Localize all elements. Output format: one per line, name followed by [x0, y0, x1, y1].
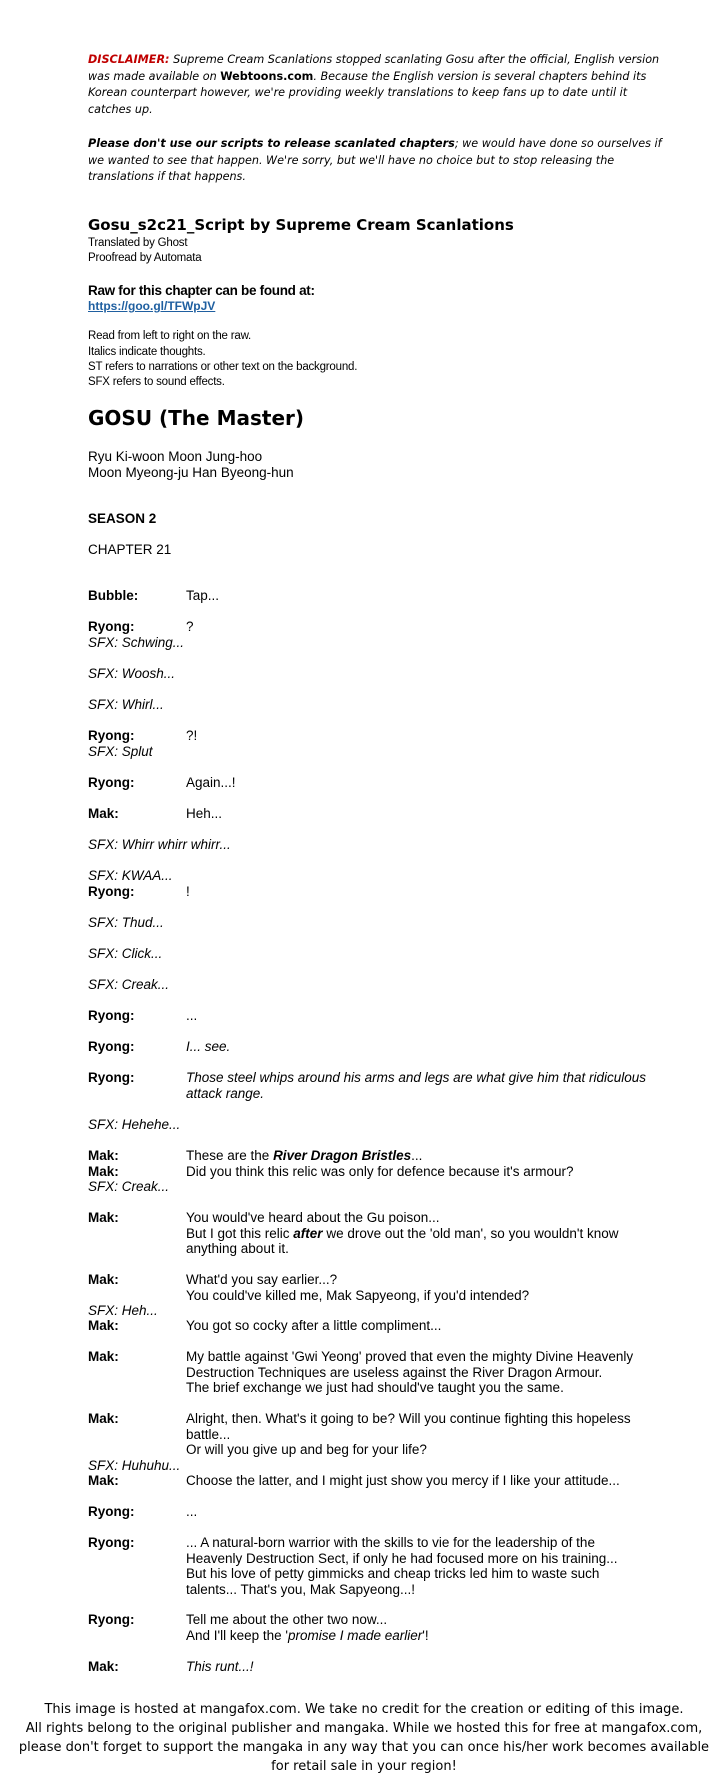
dialogue: Tap... [186, 588, 220, 603]
sfx-line [88, 666, 668, 682]
speaker: Mak: [88, 1473, 119, 1488]
speaker: Mak: [88, 1318, 119, 1333]
speaker: Ryong: [88, 1612, 135, 1627]
cast-line-2: Moon Myeong-ju Han Byeong-hun [88, 465, 294, 480]
sfx: SFX: Whirl... [88, 697, 164, 712]
dialogue: The brief exchange we just had should've taught you the same. [186, 1380, 564, 1395]
disclaimer-paragraph [88, 52, 668, 118]
footer-notice [0, 1700, 728, 1776]
webtoons-link-text: Webtoons.com [220, 69, 314, 83]
dialogue: we drove out the 'old man', so you wouldn't know anything about it. [186, 1225, 619, 1256]
dialogue: But his love of petty gimmicks and cheap tricks led him to waste such talents... That's you, Mak Sapyeong...! [186, 1566, 600, 1597]
sfx-line [88, 915, 668, 931]
dialogue: ? [186, 619, 194, 634]
script-title: Gosu_s2c21_Script by Supreme Cream Scanlations [88, 216, 514, 234]
dialogue: Alright, then. What's it going to be? Will you continue fighting this hopeless battle... [186, 1411, 631, 1442]
speaker: Ryong: [88, 619, 135, 634]
relic-name: River Dragon Bristles [273, 1148, 412, 1163]
speaker: Mak: [88, 1659, 119, 1674]
dialogue: ... [186, 1504, 198, 1519]
disclaimer-paragraph-2 [88, 136, 668, 186]
sfx-line [88, 837, 668, 853]
raw-link[interactable]: https://goo.gl/TFWpJV [88, 299, 216, 313]
dialogue: ... [186, 1008, 198, 1023]
proofread-by: Proofread by Automata [88, 252, 202, 264]
speaker: Mak: [88, 1411, 119, 1426]
speaker: Ryong: [88, 1504, 135, 1519]
emphasis: after [293, 1225, 323, 1241]
footer-line-2: All rights belong to the original publisher and mangaka. While we hosted this for free at mangafox.com, [25, 1721, 703, 1736]
disclaimer-label: DISCLAIMER: [88, 53, 170, 66]
sfx-line [88, 1303, 668, 1319]
sfx-line [88, 868, 668, 884]
speaker: Bubble: [88, 588, 139, 603]
dialogue: Those steel whips around his arms and legs are what give him that ridiculous attack range. [186, 1070, 646, 1101]
dialogue: You could've killed me, Mak Sapyeong, if you'd intended? [186, 1287, 530, 1303]
dialogue: You got so cocky after a little compliment... [186, 1318, 442, 1333]
dialogue: These are the [186, 1148, 274, 1163]
chapter-label: CHAPTER 21 [88, 542, 172, 557]
sfx-line [88, 946, 668, 962]
speaker: Ryong: [88, 1039, 135, 1054]
dialogue: My battle against 'Gwi Yeong' proved that even the mighty Divine Heavenly Destruction Techniques are useless against the River Dragon Armour. [186, 1349, 634, 1380]
note-4: SFX refers to sound effects. [88, 376, 225, 388]
sfx-line [88, 1117, 668, 1133]
sfx: SFX: Huhuhu... [88, 1458, 181, 1473]
sfx-line [88, 744, 668, 760]
footer-line-3: please don't forget to support the mangaka in any way that you can once his/her work becomes available [18, 1740, 710, 1755]
dialogue: I... see. [186, 1039, 231, 1054]
speaker: Ryong: [88, 884, 135, 899]
emphasis: promise I made earlier [287, 1627, 423, 1643]
speaker: Ryong: [88, 1070, 135, 1085]
sfx-line [88, 977, 668, 993]
speaker: Ryong: [88, 1008, 135, 1023]
raw-heading: Raw for this chapter can be found at: [88, 283, 315, 298]
cast-line-1: Ryu Ki-woon Moon Jung-hoo [88, 449, 263, 464]
dialogue: Heh... [186, 806, 223, 821]
sfx: SFX: Creak... [88, 977, 170, 992]
sfx-line [88, 697, 668, 713]
disclaimer-text-3: ; we would have done so ourselves if we wanted to see that happen. We're sorry, but we'll have no choice but to stop releasing the translations if that happens. [88, 137, 662, 184]
dialogue: ... A natural-born warrior with the skills to vie for the leadership of the Heavenly Destruction Sect, if only he had focused more on his training... [186, 1535, 618, 1566]
disclaimer-text-2: . Because the English version is several chapters behind its Korean counterpart however, we're providing weekly translations to keep fans up to date until it catches up. [88, 69, 647, 116]
speaker: Mak: [88, 1210, 119, 1225]
dialogue: ! [186, 884, 190, 899]
sfx: SFX: Woosh... [88, 666, 176, 681]
season-label: SEASON 2 [88, 511, 157, 526]
dialogue: Again...! [186, 775, 236, 790]
footer-line-1: This image is hosted at mangafox.com. We take no credit for the creation or editing of this image. [44, 1702, 684, 1717]
sfx: SFX: Thud... [88, 915, 164, 930]
note-3: ST refers to narrations or other text on the background. [88, 361, 358, 373]
translated-by: Translated by Ghost [88, 237, 188, 249]
dialogue-end: ... [411, 1148, 423, 1163]
note-1: Read from left to right on the raw. [88, 330, 252, 342]
speaker: Mak: [88, 1148, 119, 1163]
dialogue: ?! [186, 728, 198, 743]
speaker: Mak: [88, 1164, 119, 1179]
speaker: Ryong: [88, 775, 135, 790]
speaker: Ryong: [88, 1535, 135, 1550]
dialogue: And I'll keep the ' [186, 1627, 288, 1643]
dialogue: '! [422, 1627, 429, 1643]
dialogue: Or will you give up and beg for your life? [186, 1442, 427, 1457]
speaker: Ryong: [88, 728, 135, 743]
sfx: SFX: Schwing... [88, 635, 185, 650]
footer-line-4: for retail sale in your region! [271, 1759, 457, 1774]
dialogue: This runt...! [186, 1659, 254, 1674]
sfx: SFX: Heh... [88, 1303, 158, 1318]
dialogue: Choose the latter, and I might just show you mercy if I like your attitude... [186, 1473, 620, 1488]
dialogue: You would've heard about the Gu poison... [186, 1210, 440, 1225]
dialogue: But I got this relic [186, 1225, 294, 1241]
speaker: Mak: [88, 1272, 119, 1287]
sfx: SFX: Click... [88, 946, 163, 961]
speaker: Mak: [88, 806, 119, 821]
disclaimer-bold: Please don't use our scripts to release scanlated chapters [88, 137, 455, 150]
sfx: SFX: Splut [88, 744, 153, 759]
series-title: GOSU (The Master) [88, 406, 305, 430]
sfx: SFX: KWAA... [88, 868, 173, 883]
dialogue: Did you think this relic was only for defence because it's armour? [186, 1164, 574, 1179]
sfx: SFX: Hehehe... [88, 1117, 181, 1132]
sfx-line [88, 1179, 668, 1195]
sfx: SFX: Creak... [88, 1179, 170, 1194]
dialogue: Tell me about the other two now... [186, 1612, 388, 1627]
sfx: SFX: Whirr whirr whirr... [88, 837, 231, 852]
sfx-line [88, 1458, 668, 1474]
sfx-line [88, 635, 668, 651]
dialogue: What'd you say earlier...? [186, 1272, 338, 1287]
disclaimer-text-1: Supreme Cream Scanlations stopped scanlating Gosu after the official, English version was made available on [88, 53, 660, 83]
note-2: Italics indicate thoughts. [88, 346, 206, 358]
speaker: Mak: [88, 1349, 119, 1364]
